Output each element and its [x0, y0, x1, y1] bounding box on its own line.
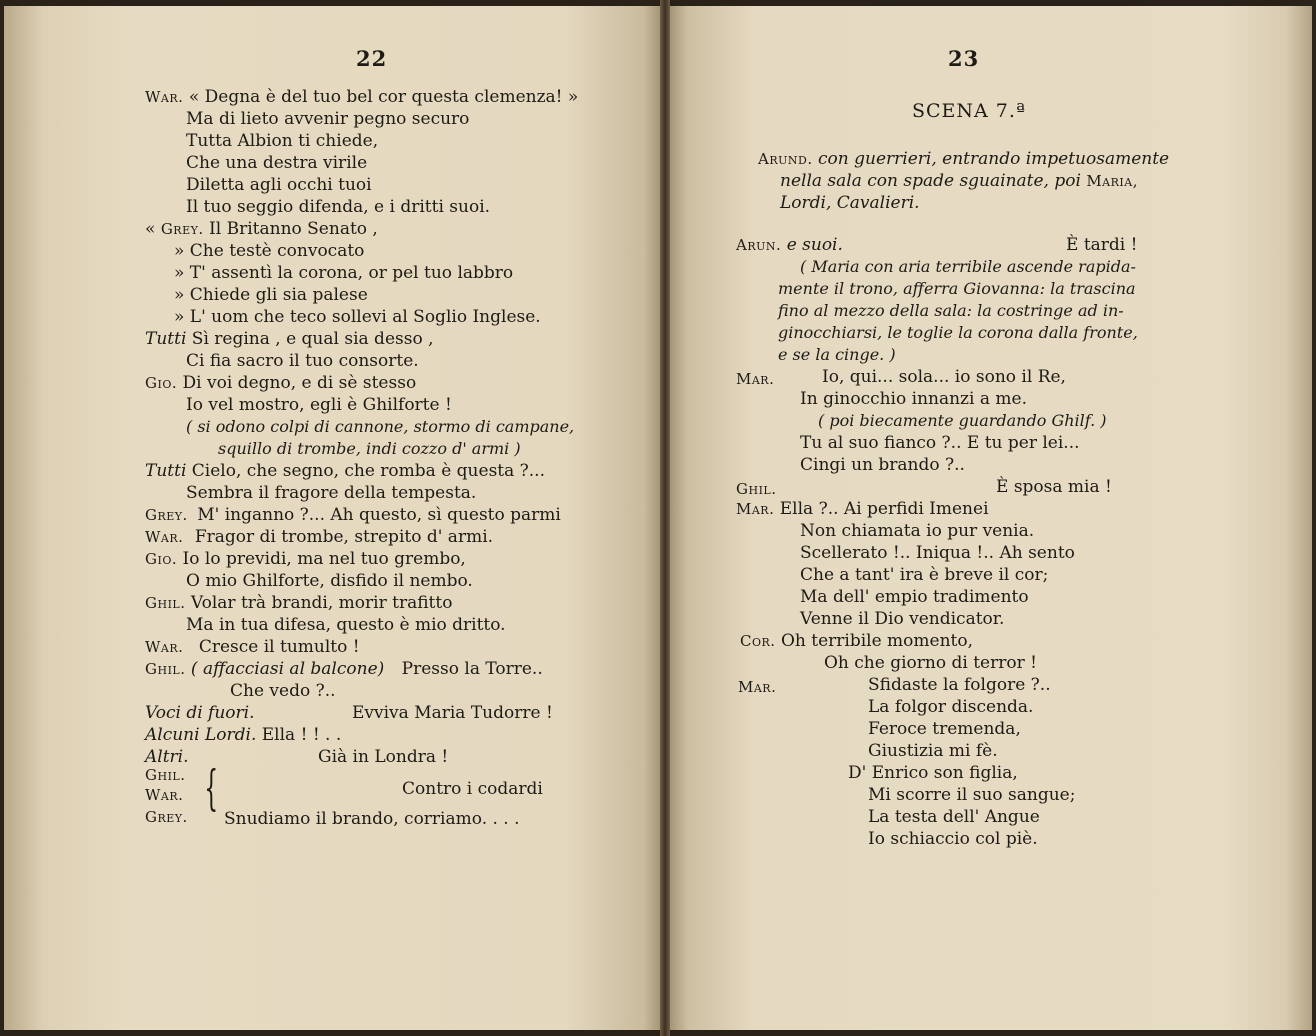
text-line: Io vel mostro, egli è Ghilforte ! [186, 395, 452, 415]
text-line: Cingi un brando ?.. [800, 455, 965, 475]
text-line: Il tuo seggio difenda, e i dritti suoi. [186, 197, 491, 217]
text-line: Ghil. Volar trà brandi, morir trafitto [145, 593, 453, 613]
text-line: In ginocchio innanzi a me. [800, 389, 1027, 409]
text-line: Ma dell' empio tradimento [800, 587, 1029, 607]
text-line: Gio. Io lo previdi, ma nel tuo grembo, [145, 549, 466, 569]
text-line: Tutti Cielo, che segno, che romba è questa ?... [145, 461, 545, 481]
stage-direction: squillo di trombe, indi cozzo d' armi ) [218, 439, 521, 458]
stage-direction: Lordi, Cavalieri. [780, 193, 920, 213]
text-line: Sembra il fragore della tempesta. [186, 483, 477, 503]
text-line: Cor. Oh terribile momento, [740, 631, 973, 651]
brace-glyph: { [204, 760, 219, 816]
page-number-right: 23 [948, 46, 980, 71]
text-line: » L' uom che teco sollevi al Soglio Inglese. [174, 307, 541, 327]
text-line: D' Enrico son figlia, [848, 763, 1018, 783]
stage-direction: mente il trono, afferra Giovanna: la trascina [778, 279, 1136, 298]
text-line: Ma di lieto avvenir pegno securo [186, 109, 470, 129]
speaker-label: Altri. [145, 747, 189, 767]
text-line: Tutti Sì regina , e qual sia desso , [145, 329, 434, 349]
text-line: Feroce tremenda, [868, 719, 1021, 739]
text-line: Grey. M' inganno ?... Ah questo, sì questo parmi [145, 505, 561, 525]
page-number-left: 22 [356, 46, 388, 71]
text-line: Oh che giorno di terror ! [824, 653, 1037, 673]
text-line: » Chiede gli sia palese [174, 285, 368, 305]
text-line: È tardi ! [1066, 235, 1138, 255]
stage-direction: ( Maria con aria terribile ascende rapida- [800, 257, 1136, 276]
text-line: » Che testè convocato [174, 241, 365, 261]
stage-direction: ( si odono colpi di cannone, stormo di campane, [186, 417, 575, 436]
text-line: » T' assentì la corona, or pel tuo labbro [174, 263, 514, 283]
text-line: Contro i codardi [402, 779, 543, 799]
speaker-label: Voci di fuori. [145, 703, 255, 723]
stage-direction: nella sala con spade sguainate, poi Maria, [780, 171, 1138, 191]
text-line: È sposa mia ! [996, 477, 1112, 497]
speaker-label: Mar. [738, 678, 777, 696]
text-line: War. Cresce il tumulto ! [145, 637, 360, 657]
text-line: Io schiaccio col piè. [868, 829, 1038, 849]
text-line: Giustizia mi fè. [868, 741, 998, 761]
text-line: Arun. e suoi. [736, 235, 843, 255]
text-line: La testa dell' Angue [868, 807, 1040, 827]
text-line: Sfidaste la folgore ?.. [868, 675, 1051, 695]
text-line: Ghil. ( affacciasi al balcone) Presso la Torre.. [145, 659, 543, 679]
text-line: Che una destra virile [186, 153, 368, 173]
text-line: Tu al suo fianco ?.. E tu per lei... [800, 433, 1080, 453]
speaker-label: Grey. [145, 808, 188, 826]
text-line: Io, qui... sola... io sono il Re, [822, 367, 1066, 387]
speaker-label: Mar. [736, 370, 775, 388]
book-gutter [660, 0, 670, 1036]
text-line: Mar. Ella ?.. Ai perfidi Imenei [736, 499, 989, 519]
text-line: Mi scorre il suo sangue; [868, 785, 1076, 805]
text-line: Gio. Di voi degno, e di sè stesso [145, 373, 417, 393]
text-line: War. « Degna è del tuo bel cor questa clemenza! » [145, 87, 579, 107]
stage-direction: ginocchiarsi, le toglie la corona dalla fronte, [778, 323, 1138, 342]
speaker-label: Ghil. [145, 766, 186, 784]
text-line: O mio Ghilforte, disfido il nembo. [186, 571, 473, 591]
text-line: Ci fia sacro il tuo consorte. [186, 351, 419, 371]
text-line: Ma in tua difesa, questo è mio dritto. [186, 615, 506, 635]
text-line: La folgor discenda. [868, 697, 1034, 717]
text-line: Alcuni Lordi. Ella ! ! . . [145, 725, 342, 745]
text-line: Non chiamata io pur venia. [800, 521, 1035, 541]
speaker-label: Ghil. [736, 480, 777, 498]
text-line: Evviva Maria Tudorre ! [352, 703, 553, 723]
text-line: Già in Londra ! [318, 747, 449, 767]
text-line: Snudiamo il brando, corriamo. . . . [224, 809, 520, 829]
speaker-label: War. [145, 786, 184, 804]
scene-title: SCENA 7.ª [912, 100, 1026, 122]
text-line: Diletta agli occhi tuoi [186, 175, 372, 195]
text-line: Tutta Albion ti chiede, [186, 131, 379, 151]
stage-direction: e se la cinge. ) [778, 345, 896, 364]
text-line: « Grey. Il Britanno Senato , [145, 219, 378, 239]
text-line: Che a tant' ira è breve il cor; [800, 565, 1049, 585]
text-line: War. Fragor di trombe, strepito d' armi. [145, 527, 494, 547]
text-line: Che vedo ?.. [230, 681, 336, 701]
text-line: Scellerato !.. Iniqua !.. Ah sento [800, 543, 1075, 563]
text-line: Venne il Dio vendicator. [800, 609, 1005, 629]
stage-direction: ( poi biecamente guardando Ghilf. ) [818, 411, 1107, 430]
stage-direction: Arund. con guerrieri, entrando impetuosamente [758, 149, 1170, 169]
stage-direction: fino al mezzo della sala: la costringe ad in- [778, 301, 1124, 320]
